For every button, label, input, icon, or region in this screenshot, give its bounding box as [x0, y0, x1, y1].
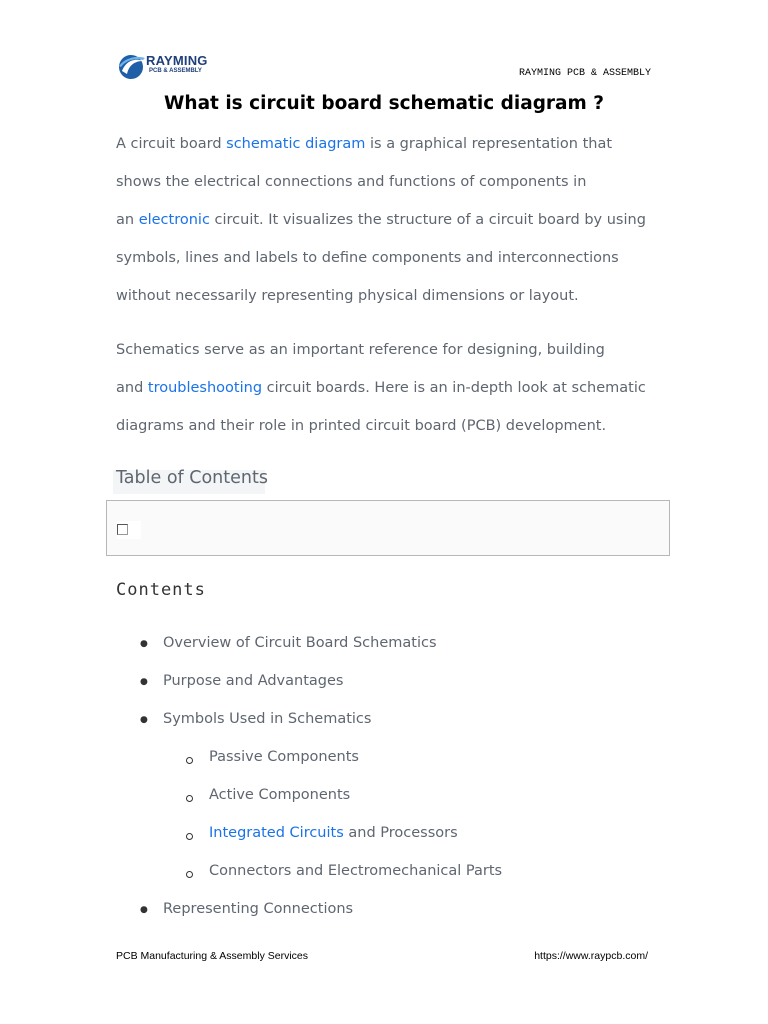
bullet-circle-icon: [186, 833, 193, 840]
troubleshooting-link[interactable]: troubleshooting: [147, 380, 263, 396]
text-span: and Processors: [343, 825, 458, 841]
para1-line-3: [116, 201, 676, 239]
contents-item-symbols[interactable]: Symbols Used in Schematics: [163, 711, 372, 727]
para2-line-1: Schematics serve as an important reference for designing, building: [116, 342, 605, 358]
text-span: A circuit board: [116, 136, 227, 152]
contents-item-integrated: [209, 825, 458, 841]
bullet-dot-icon: ●: [140, 677, 148, 687]
electronic-link[interactable]: electronic: [138, 212, 210, 228]
para1-line-5: without necessarily representing physical dimensions or layout.: [116, 288, 579, 304]
footer-url[interactable]: https://www.raypcb.com/: [534, 950, 648, 962]
contents-heading: Contents: [116, 580, 206, 600]
text-span: circuit boards. Here is an in-depth look at schematic: [262, 380, 646, 396]
bullet-circle-icon: [186, 871, 193, 878]
contents-item-connectors[interactable]: Connectors and Electromechanical Parts: [209, 863, 503, 879]
contents-item-connections[interactable]: Representing Connections: [163, 901, 354, 917]
text-span: circuit. It visualizes the structure of a circuit board by using: [209, 212, 646, 228]
rayming-logo: [116, 50, 226, 84]
intro-paragraph: [116, 125, 676, 315]
rayming-logo-icon: [116, 52, 146, 82]
para1-line-2: shows the electrical connections and functions of components in: [116, 174, 587, 190]
text-span: an: [116, 212, 139, 228]
contents-item-active[interactable]: Active Components: [209, 787, 351, 803]
bullet-dot-icon: ●: [140, 715, 148, 725]
toc-toggle[interactable]: [117, 521, 141, 539]
para1-line-4: symbols, lines and labels to define components and interconnections: [116, 250, 619, 266]
logo-name: RAYMING: [146, 53, 208, 68]
integrated-circuits-link[interactable]: Integrated Circuits: [209, 825, 344, 841]
para1-line-1: [116, 125, 676, 163]
toc-box: [106, 500, 670, 556]
page-title: What is circuit board schematic diagram ?: [164, 93, 604, 114]
contents-item-overview[interactable]: Overview of Circuit Board Schematics: [163, 635, 437, 651]
text-span: is a graphical representation that: [365, 136, 613, 152]
header-right-text: RAYMING PCB & ASSEMBLY: [518, 68, 651, 79]
toc-heading: Table of Contents: [116, 468, 268, 488]
schematic-diagram-link[interactable]: schematic diagram: [226, 136, 366, 152]
toc-toggle-icon: [117, 524, 128, 535]
contents-item-passive[interactable]: Passive Components: [209, 749, 359, 765]
bullet-dot-icon: ●: [140, 639, 148, 649]
para2-line-3: diagrams and their role in printed circuit board (PCB) development.: [116, 418, 607, 434]
text-span: and: [116, 380, 148, 396]
footer-left-text: PCB Manufacturing & Assembly Services: [116, 950, 308, 962]
bullet-dot-icon: ●: [140, 905, 148, 915]
contents-item-purpose[interactable]: Purpose and Advantages: [163, 673, 344, 689]
bullet-circle-icon: [186, 757, 193, 764]
logo-subtitle: PCB & ASSEMBLY: [149, 68, 202, 74]
para2-line-2: [116, 369, 676, 407]
second-paragraph: [116, 331, 676, 445]
bullet-circle-icon: [186, 795, 193, 802]
